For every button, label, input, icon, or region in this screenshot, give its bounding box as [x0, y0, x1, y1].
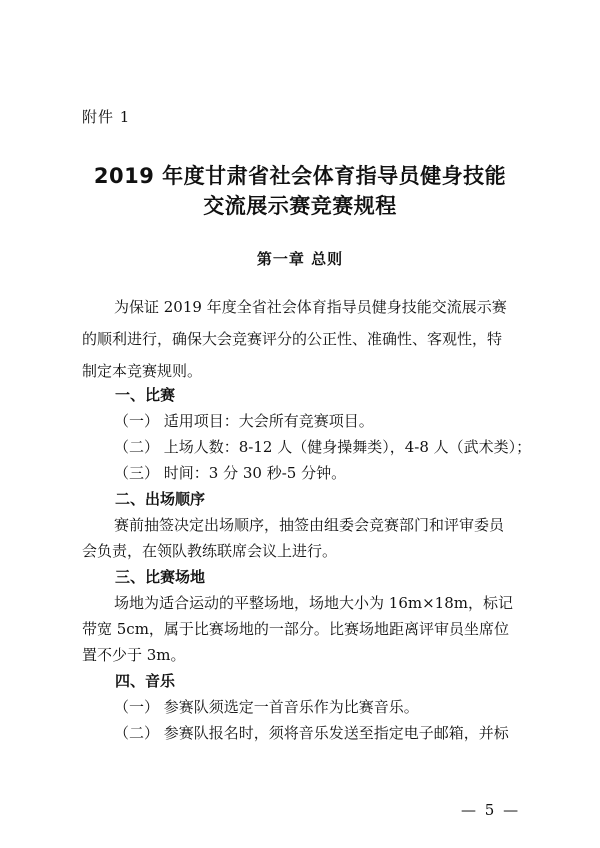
- chapter-title: 第一章 总则: [256, 250, 344, 268]
- section-line: 场地为适合运动的平整场地，场地大小为 16m×18m，标记: [114, 594, 513, 612]
- section-heading-competition: 一、比赛: [115, 386, 176, 404]
- section-line: 带宽 5cm，属于比赛场地的一部分。比赛场地距离评审员坐席位: [82, 620, 509, 638]
- section-item: （二） 参赛队报名时，须将音乐发送至指定电子邮箱，并标: [114, 724, 509, 742]
- document-title-line-1: 2019 年度甘肃省社会体育指导员健身技能: [93, 164, 507, 188]
- section-line: 置不少于 3m。: [82, 646, 186, 664]
- document-title-line-2: 交流展示赛竞赛规程: [203, 194, 397, 218]
- section-heading-music: 四、音乐: [115, 672, 176, 690]
- intro-line: 制定本竞赛规则。: [82, 362, 203, 380]
- intro-line: 的顺利进行，确保大会竞赛评分的公正性、准确性、客观性，特: [82, 330, 503, 348]
- section-line: 会负责，在领队教练联席会议上进行。: [82, 542, 338, 560]
- section-item: （二） 上场人数：8-12 人（健身操舞类），4-8 人（武术类）；: [114, 438, 532, 456]
- section-line: 赛前抽签决定出场顺序，抽签由组委会竞赛部门和评审委员: [114, 516, 505, 534]
- attachment-label: 附件 1: [82, 108, 131, 126]
- section-item: （一） 适用项目：大会所有竞赛项目。: [114, 412, 374, 430]
- page-number: — 5 —: [461, 801, 521, 819]
- intro-line: 为保证 2019 年度全省社会体育指导员健身技能交流展示赛: [114, 298, 507, 316]
- section-heading-order: 二、出场顺序: [115, 490, 206, 508]
- section-item: （一） 参赛队须选定一首音乐作为比赛音乐。: [114, 698, 419, 716]
- section-heading-venue: 三、比赛场地: [115, 568, 206, 586]
- section-item: （三） 时间：3 分 30 秒-5 分钟。: [114, 464, 347, 482]
